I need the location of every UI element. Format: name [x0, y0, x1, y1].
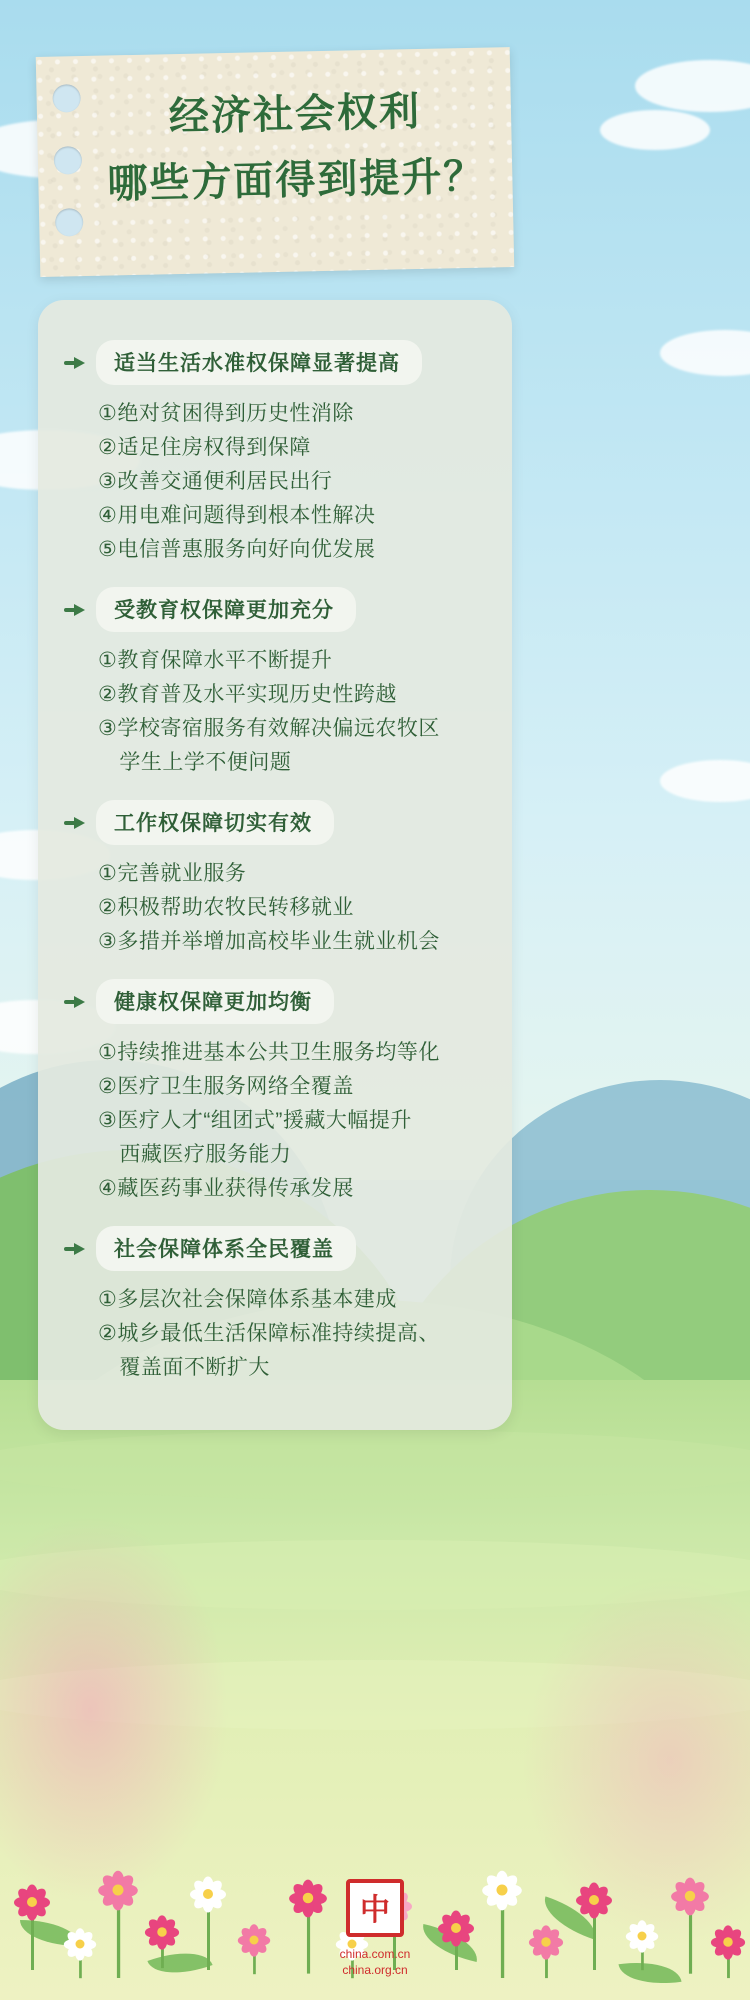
page-title: [96, 81, 495, 213]
title-line-1: 经济社会权利: [168, 89, 422, 140]
item-text: 教育保障水平不断提升: [117, 649, 333, 673]
item-number: ③: [98, 470, 118, 494]
title-card: [36, 47, 515, 277]
item-number: ②: [98, 1322, 118, 1346]
list-item: [98, 1283, 486, 1317]
content-panel: [38, 300, 512, 1430]
list-item: [98, 1172, 486, 1206]
section-header: [64, 800, 486, 845]
list-item: [98, 1317, 486, 1385]
list-item: [98, 712, 486, 780]
item-text: 多措并举增加高校毕业生就业机会: [117, 930, 440, 954]
arrow-right-icon: [64, 601, 86, 619]
item-number: ②: [98, 896, 118, 920]
section-items: [64, 1283, 486, 1385]
section-title: 健康权保障更加均衡: [96, 979, 334, 1024]
item-text: [117, 712, 486, 780]
section-items: [64, 397, 486, 567]
section-title: 适当生活水准权保障显著提高: [96, 340, 422, 385]
section-title: 社会保障体系全民覆盖: [96, 1226, 356, 1271]
arrow-right-icon: [64, 993, 86, 1011]
section-block: [64, 1226, 486, 1385]
section-header: [64, 1226, 486, 1271]
item-number: ①: [98, 1041, 118, 1065]
punch-hole: [54, 146, 83, 175]
item-text-main: 医疗人才“组团式”援藏大幅提升: [117, 1109, 412, 1133]
item-number: ③: [98, 930, 118, 954]
item-text: 藏医药事业获得传承发展: [117, 1177, 354, 1201]
item-number: ④: [98, 1177, 118, 1201]
cloud-icon: [600, 110, 710, 150]
logo-url-1: china.com.cn: [339, 1946, 411, 1961]
item-number: ②: [98, 436, 118, 460]
list-item: [98, 678, 486, 712]
punch-hole: [55, 208, 84, 237]
section-title: 工作权保障切实有效: [96, 800, 334, 845]
item-number: ③: [98, 717, 118, 741]
list-item: [98, 533, 486, 567]
punch-hole: [52, 84, 81, 113]
list-item: [98, 1036, 486, 1070]
item-text-main: 学校寄宿服务有效解决偏远农牧区: [117, 717, 440, 741]
list-item: [98, 925, 486, 959]
item-text: [117, 1104, 486, 1172]
arrow-right-icon: [64, 354, 86, 372]
logo-url-2: china.org.cn: [342, 1962, 408, 1977]
item-text: 适足住房权得到保障: [117, 436, 311, 460]
title-line-2: 哪些方面得到提升？: [106, 154, 486, 207]
china-net-logo-icon: [346, 1879, 404, 1937]
section-block: [64, 800, 486, 959]
arrow-right-icon: [64, 1240, 86, 1258]
item-text-continuation: 覆盖面不断扩大: [119, 1356, 270, 1380]
section-block: [64, 587, 486, 780]
list-item: [98, 644, 486, 678]
item-text: 电信普惠服务向好向优发展: [117, 538, 376, 562]
item-text: 医疗卫生服务网络全覆盖: [117, 1075, 354, 1099]
item-number: ①: [98, 649, 118, 673]
item-number: ②: [98, 683, 118, 707]
field-band: [0, 1430, 750, 1500]
section-block: [64, 979, 486, 1206]
item-number: ①: [98, 862, 118, 886]
section-header: [64, 340, 486, 385]
list-item: [98, 891, 486, 925]
section-items: [64, 644, 486, 780]
section-block: [64, 340, 486, 567]
site-logo: [0, 1879, 750, 1978]
list-item: [98, 1070, 486, 1104]
arrow-right-icon: [64, 814, 86, 832]
list-item: [98, 465, 486, 499]
list-item: [98, 431, 486, 465]
item-text: 改善交通便利居民出行: [117, 470, 333, 494]
item-number: ③: [98, 1109, 118, 1133]
item-text: 完善就业服务: [117, 862, 247, 886]
item-number: ①: [98, 402, 118, 425]
list-item: [98, 857, 486, 891]
section-title: 受教育权保障更加充分: [96, 587, 356, 632]
list-item: [98, 1104, 486, 1172]
section-items: [64, 1036, 486, 1206]
section-items: [64, 857, 486, 959]
item-text: [117, 1317, 486, 1385]
item-number: ④: [98, 504, 118, 528]
item-number: ①: [98, 1288, 118, 1312]
item-number: ②: [98, 1075, 118, 1099]
item-text: 持续推进基本公共卫生服务均等化: [117, 1041, 440, 1065]
section-header: [64, 587, 486, 632]
item-text-main: 城乡最低生活保障标准持续提高、: [117, 1322, 440, 1346]
item-number: ⑤: [98, 538, 118, 562]
logo-glyph: 中: [360, 1893, 390, 1927]
section-header: [64, 979, 486, 1024]
item-text: 积极帮助农牧民转移就业: [117, 896, 354, 920]
item-text-continuation: 学生上学不便问题: [119, 751, 292, 775]
item-text: 绝对贫困得到历史性消除: [117, 402, 354, 425]
item-text: 教育普及水平实现历史性跨越: [117, 683, 397, 707]
item-text: 用电难问题得到根本性解决: [117, 504, 376, 528]
item-text: 多层次社会保障体系基本建成: [117, 1288, 397, 1312]
item-text-continuation: 西藏医疗服务能力: [119, 1143, 292, 1167]
logo-urls: [0, 1946, 750, 1978]
list-item: [98, 397, 486, 431]
list-item: [98, 499, 486, 533]
